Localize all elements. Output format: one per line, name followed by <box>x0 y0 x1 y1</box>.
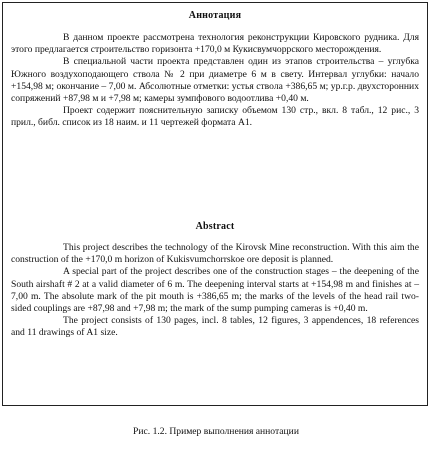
russian-annotation-body <box>11 32 419 130</box>
russian-paragraph-1: В данном проекте рассмотрена технология реконструкции Кировского рудника. Для этого предлагается строительство горизонта +170,0 м Кукисвумчоррского месторождения. <box>11 32 419 56</box>
english-paragraph-3: The project consists of 130 pages, incl. 8 tables, 12 figures, 3 appendences, 18 references and 11 drawings of A1 size. <box>11 315 419 339</box>
russian-paragraph-2: В специальной части проекта представлен один из этапов строительства – углубка Южного воздухоподающего ствола № 2 при диаметре 6 м в свету. Интервал углубки: начало +154,98 м; окончание – 7,00 м. Абсолютные отметки: устья ствола +386,65 м; ур.г.р. двухсторонних сопряжений +87,98 м и +7,98 м; камеры зумпфового водоотлива +0,40 м. <box>11 56 419 105</box>
figure-caption: Рис. 1.2. Пример выполнения аннотации <box>133 426 299 437</box>
english-paragraph-2: A special part of the project describes one of the construction stages – the deepening of the South airshaft # 2 at a valid diameter of 6 m. The deepening interval starts at +154,98 m and finishes at –7,00 m. The absolute mark of the pit mouth is +386,65 m; the marks of the levels of the head rail two-sided couplings are +87,98 and +7,98 m; the mark of the sump pumping cameras is +0,40 m. <box>11 266 419 315</box>
english-paragraph-1: This project describes the technology of the Kirovsk Mine reconstruction. With this aim the construction of the +170,0 m horizon of Kukisvumchorrskoe ore deposit is planned. <box>11 242 419 266</box>
russian-annotation-title: Аннотация <box>188 10 242 21</box>
english-abstract-title: Abstract <box>195 221 235 232</box>
russian-paragraph-3: Проект содержит пояснительную записку объемом 130 стр., вкл. 8 табл., 12 рис., 3 прил., библ. список из 18 наим. и 11 чертежей формата А1. <box>11 105 419 129</box>
annotation-frame <box>2 2 428 406</box>
english-abstract-body <box>11 242 419 340</box>
